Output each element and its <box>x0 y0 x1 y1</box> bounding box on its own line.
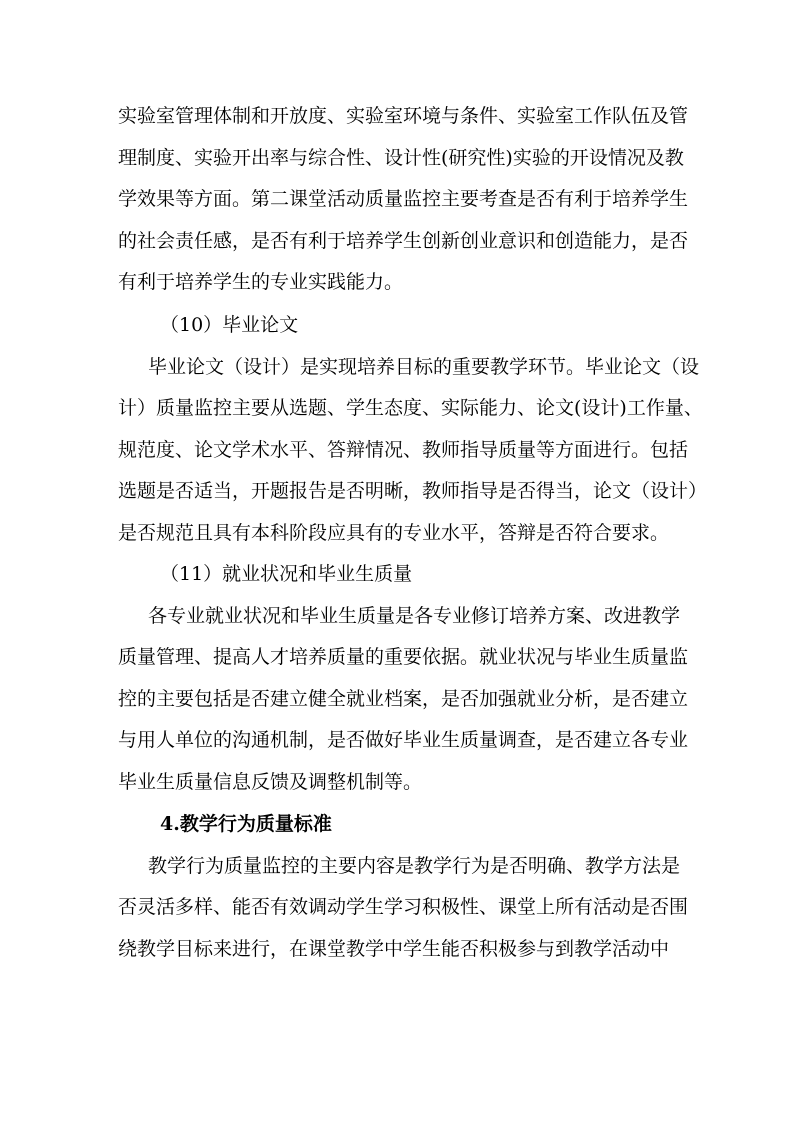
section-heading: （11）就业状况和毕业生质量 <box>160 563 413 585</box>
section-teaching-behavior <box>118 804 689 970</box>
text-line: 是否规范且具有本科阶段应具有的专业水平，答辩是否符合要求。 <box>118 521 670 544</box>
text-line: 有利于培养学生的专业实践能力。 <box>118 271 404 294</box>
text-line: 的社会责任感，是否有利于培养学生创新创业意识和创造能力，是否 <box>118 229 689 252</box>
text-line: 计）质量监控主要从选题、学生态度、实际能力、论文(设计)工作量、 <box>118 397 703 420</box>
section-heading: 4.教学行为质量标准 <box>160 813 332 835</box>
text-line: 学效果等方面。第二课堂活动质量监控主要考查是否有利于培养学生 <box>118 188 689 211</box>
text-line: 否灵活多样、能否有效调动学生学习积极性、课堂上所有活动是否围 <box>118 896 689 919</box>
text-line: 实验室管理体制和开放度、实验室环境与条件、实验室工作队伍及管 <box>118 105 689 127</box>
text-line: 毕业论文（设计）是实现培养目标的重要教学环节。毕业论文（设 <box>148 355 700 378</box>
text-line: 毕业生质量信息反馈及调整机制等。 <box>118 770 423 793</box>
text-line: 绕教学目标来进行，在课堂教学中学生能否积极参与到教学活动中 <box>118 937 670 960</box>
text-line: 控的主要包括是否建立健全就业档案，是否加强就业分析，是否建立 <box>118 687 689 710</box>
paragraph-lab-and-activities <box>118 96 689 304</box>
text-line: 选题是否适当，开题报告是否明晰，教师指导是否得当，论文（设计） <box>118 480 708 503</box>
section-graduation-thesis <box>118 305 708 555</box>
text-line: 教学行为质量监控的主要内容是教学行为是否明确、教学方法是 <box>148 854 681 877</box>
text-line: 各专业就业状况和毕业生质量是各专业修订培养方案、改进教学 <box>148 604 681 627</box>
section-employment-quality <box>118 554 689 804</box>
section-heading: （10）毕业论文 <box>160 314 299 336</box>
text-line: 理制度、实验开出率与综合性、设计性(研究性)实验的开设情况及教 <box>118 146 684 169</box>
text-line: 规范度、论文学术水平、答辩情况、教师指导质量等方面进行。包括 <box>118 438 689 461</box>
text-line: 质量管理、提高人才培养质量的重要依据。就业状况与毕业生质量监 <box>118 646 689 669</box>
text-line: 与用人单位的沟通机制，是否做好毕业生质量调查，是否建立各专业 <box>118 729 689 752</box>
